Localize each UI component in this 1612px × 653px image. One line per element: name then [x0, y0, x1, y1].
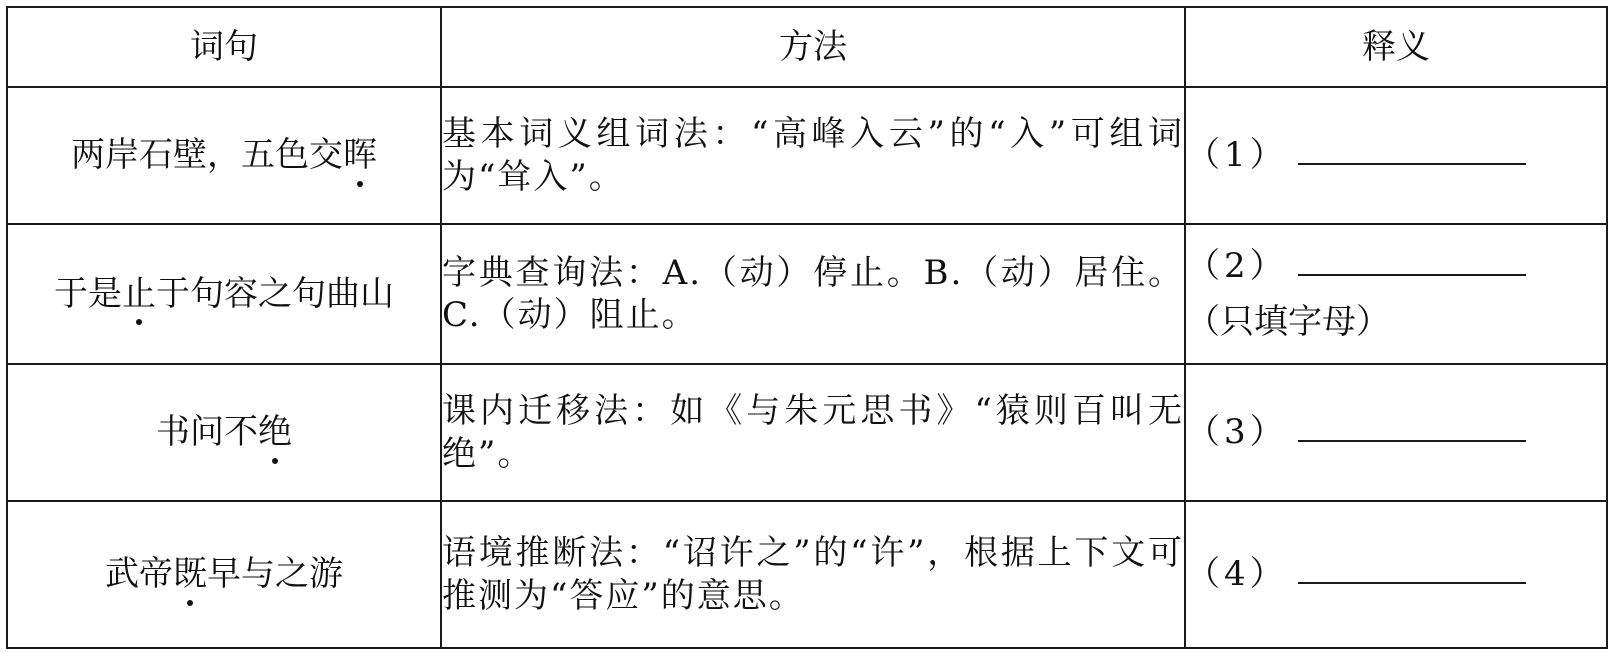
phrase-text: 早与之游	[207, 554, 343, 595]
emphasized-character: 止	[122, 273, 156, 314]
method-cell: 课内迁移法：如《与朱元思书》“猿则百叫无绝”。	[441, 364, 1185, 501]
answer-blank[interactable]	[1298, 406, 1526, 442]
emphasized-character: 晖	[343, 135, 377, 176]
phrase-text: 武帝	[105, 554, 173, 595]
answer-label: （2）	[1186, 245, 1288, 286]
answer-label: （3）	[1186, 412, 1288, 453]
table-header-row	[7, 7, 1607, 87]
header-phrase: 词句	[7, 7, 441, 87]
answer-label: （4）	[1186, 554, 1288, 595]
phrase-text: 书问不	[156, 412, 258, 453]
header-meaning: 释义	[1185, 7, 1607, 87]
table-row	[7, 364, 1607, 501]
header-method: 方法	[441, 7, 1185, 87]
phrase-text: 两岸石壁，五色交	[71, 135, 343, 176]
method-cell: 语境推断法：“诏许之”的“许”，根据上下文可推测为“答应”的意思。	[441, 501, 1185, 648]
table-row	[7, 87, 1607, 224]
answer-blank[interactable]	[1298, 548, 1526, 584]
phrase-cell	[7, 501, 441, 648]
answer-label: （1）	[1186, 135, 1288, 176]
vocabulary-table	[6, 6, 1608, 649]
method-cell: 基本词义组词法：“高峰入云”的“入”可组词为“耸入”。	[441, 87, 1185, 224]
phrase-text: 于句容之句曲山	[156, 273, 394, 314]
answer-blank[interactable]	[1298, 129, 1526, 165]
emphasized-character: 绝	[258, 412, 292, 453]
phrase-cell	[7, 224, 441, 364]
emphasized-character: 既	[173, 554, 207, 595]
answer-blank[interactable]	[1298, 240, 1526, 276]
phrase-cell	[7, 364, 441, 501]
answer-cell	[1185, 224, 1607, 364]
method-cell: 字典查询法：A.（动）停止。B.（动）居住。C.（动）阻止。	[441, 224, 1185, 364]
answer-cell	[1185, 364, 1607, 501]
phrase-cell	[7, 87, 441, 224]
answer-cell	[1185, 87, 1607, 224]
answer-cell	[1185, 501, 1607, 648]
table-row	[7, 224, 1607, 364]
table-row	[7, 501, 1607, 648]
answer-note: （只填字母）	[1186, 302, 1390, 342]
phrase-text: 于是	[54, 273, 122, 314]
